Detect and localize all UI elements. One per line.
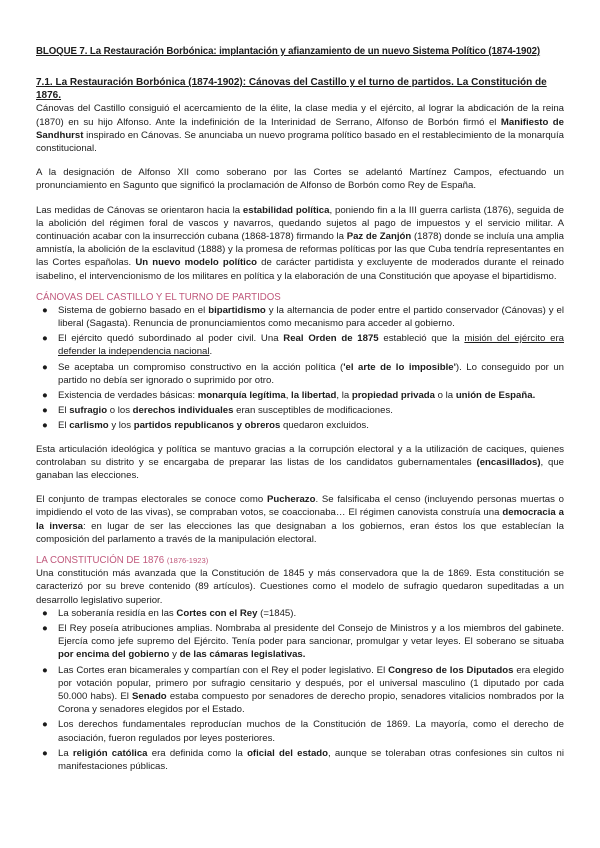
list-item: ● El carlismo y los partidos republicanos y obreros quedaron excluidos. — [42, 420, 369, 432]
paragraph-constitucion-intro: Una constitución más avanzada que la Constitución de 1845 y más conservadora que la de 1869. Esta constitución se caracterizó por su breve contenido (89 artículos). Cuestiones como el modelo de sufragio quedaron supeditadas a un desarrollo legislativo superior. — [36, 568, 564, 606]
bullet-icon: ● — [42, 622, 48, 634]
list-item: ● La soberanía residía en las Cortes con el Rey (=1845). — [42, 607, 297, 619]
document-page — [36, 46, 564, 775]
canovas-list — [36, 304, 564, 433]
list-item: ● Existencia de verdades básicas: monarquía legítima, la libertad, la propiedad privada o la unión de España. — [42, 390, 536, 402]
list-item: ● Sistema de gobierno basado en el bipartidismo y la alternancia de poder entre el partido conservador (Cánovas) y el liberal (Sagasta). Renuncia de pronunciamientos como mecanismo para acceder al gobierno. — [42, 304, 564, 330]
list-item: ● El ejército quedó subordinado al poder civil. Una Real Orden de 1875 estableció que la misión del ejército era defender la independencia nacional. — [42, 333, 564, 358]
paragraph-sandhurst: Cánovas del Castillo consiguió el acercamiento de la élite, la clase media y el ejército, al lograr la abdicación de la reina (1870) en su hijo Alfonso. Ante la indefinición de la Interinidad de Serrano, Alfonso de Borbón firmó el Manifiesto de Sandhurst inspirado en Cánovas. Se anunciaba un nuevo programa político basado en el restablecimiento de la monarquía constitucional. — [36, 103, 564, 155]
section-heading: 7.1. La Restauración Borbónica (1874-1902): Cánovas del Castillo y el turno de partidos. La Constitución de 1876. — [36, 77, 547, 102]
document-title: BLOQUE 7. La Restauración Borbónica: implantación y afianzamiento de un nuevo Sistema Político (1874-1902) — [36, 46, 541, 57]
constitucion-list — [36, 607, 564, 773]
canovas-heading: CÁNOVAS DEL CASTILLO Y EL TURNO DE PARTIDOS — [36, 291, 281, 303]
constitucion-heading: LA CONSTITUCIÓN DE 1876 (1876-1923) — [36, 555, 209, 567]
list-item: ● Los derechos fundamentales reproducían muchos de la Constitución de 1869. La mayoría, como el derecho de asociación, fueron regulados por leyes posteriores. — [42, 719, 564, 744]
bullet-icon: ● — [42, 719, 48, 731]
list-item: ● Las Cortes eran bicamerales y compartían con el Rey el poder legislativo. El Congreso de los Diputados era elegido por votación popular, primero por sufragio censitario y después, por el universal masculino (1 diputado por cada 50.000 habs). El Senado estaba compuesto por senadores de derecho propio, senadores vitalicios nombrados por la Corona y senadores elegidos por el Estado. — [42, 664, 565, 716]
bullet-icon: ● — [42, 664, 48, 676]
paragraph-medidas: Las medidas de Cánovas se orientaron hacia la estabilidad política, poniendo fin a la III guerra carlista (1876), seguida de la abolición del régimen foral de vascos y navarros, quedando sujetos al pago de impuestos y el servicio militar. A continuación acabar con la insurrección cubana (1868-1878) firmando la Paz de Zanjón (1878) donde se incluía una amplia amnistía, la abolición de la esclavitud (1888) y la promesa de reformas políticas por las que Cuba tendría representantes en las Cortes españolas. Un nuevo modelo político de carácter partidista y excluyente de moderados durante el reinado isabelino, el intervencionismo de los militares en política y la elaboración de una Constitución que apoyase el bipartidismo. — [36, 204, 565, 282]
bullet-icon: ● — [42, 361, 48, 373]
list-item: ● El Rey poseía atribuciones amplias. Nombraba al presidente del Consejo de Ministros y a los miembros del gabinete. Ejercía como jefe supremo del Ejército. Tenía poder para sancionar, promulgar y vetar leyes. El soberano se situaba por encima del gobierno y de las cámaras legislativas. — [42, 622, 564, 661]
bullet-icon: ● — [42, 420, 48, 432]
paragraph-caciques: Esta articulación ideológica y política se mantuvo gracias a la corrupción electoral y a la utilización de caciques, quienes controlaban su distrito y se encargaba de preparar las listas de los candidatos gubernamentales (encasillados), que ganaban las elecciones. — [36, 443, 564, 482]
list-item: ● La religión católica era definida como la oficial del estado, aunque se toleraban otras confesiones sin cultos ni manifestaciones públicas. — [42, 747, 564, 772]
bullet-icon: ● — [42, 607, 48, 619]
list-item: ● Se aceptaba un compromiso constructivo en la acción política ('el arte de lo imposible'). Lo conseguido por un partido no debía ser ignorado o suprimido por otro. — [42, 361, 565, 386]
bullet-icon: ● — [42, 390, 48, 402]
bullet-icon: ● — [42, 405, 48, 417]
bullet-icon: ● — [42, 304, 48, 316]
list-item: ● El sufragio o los derechos individuales eran susceptibles de modificaciones. — [42, 405, 393, 417]
bullet-icon: ● — [42, 747, 48, 759]
bullet-icon: ● — [42, 333, 48, 345]
paragraph-sagunto: A la designación de Alfonso XII como soberano por las Cortes se adelantó Martínez Campos, efectuando un pronunciamiento en Sagunto que significó la proclamación de Alfonso de Borbón como Rey de España. — [36, 167, 564, 192]
paragraph-pucherazo: El conjunto de trampas electorales se conoce como Pucherazo. Se falsificaba el censo (incluyendo personas muertas o impidiendo el voto de las vivas), se compraban votos, se coaccionaba… El régimen canovista construía una democracia a la inversa: en lugar de ser las elecciones las que designaban a los gobiernos, eran éstos los que establecían la composición del parlamento a través de la manipulación electoral. — [36, 494, 564, 545]
